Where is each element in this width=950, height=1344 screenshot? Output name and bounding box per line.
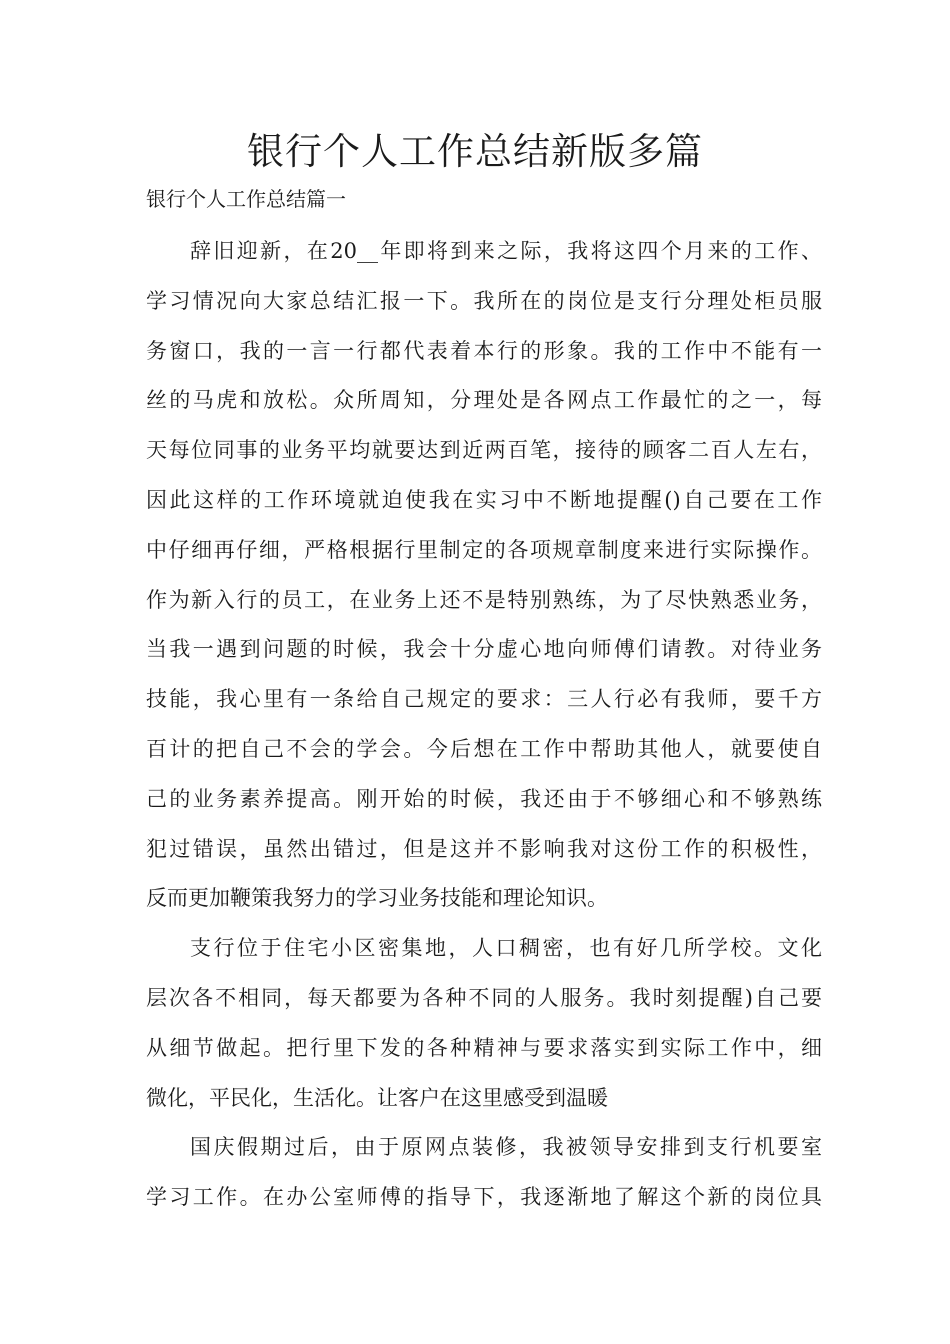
paragraph-line: 百计的把自己不会的学会。今后想在工作中帮助其他人，就要使自 <box>146 736 822 761</box>
paragraph-line: 丝的马虎和放松。众所周知，分理处是各网点工作最忙的之一，每 <box>146 388 822 413</box>
paragraph <box>146 231 822 928</box>
paragraph-line: 微化，平民化，生活化。让客户在这里感受到温暖 <box>146 1085 608 1110</box>
paragraph-line: 层次各不相同，每天都要为各种不同的人服务。我时刻提醒)自己要 <box>146 985 822 1010</box>
paragraph-line: 天每位同事的业务平均就要达到近两百笔，接待的顾客二百人左右， <box>146 438 822 463</box>
paragraph-line: 学习情况向大家总结汇报一下。我所在的岗位是支行分理处柜员服 <box>146 288 822 313</box>
document-body <box>146 231 822 1227</box>
paragraph-line: 作为新入行的员工，在业务上还不是特别熟练，为了尽快熟悉业务， <box>146 587 822 612</box>
paragraph-line: 支行位于住宅小区密集地，人口稠密，也有好几所学校。文化 <box>190 936 822 961</box>
document-title: 银行个人工作总结新版多篇 <box>247 130 703 173</box>
paragraph-line: 务窗口，我的一言一行都代表着本行的形象。我的工作中不能有一 <box>146 338 822 363</box>
paragraph-line: 辞旧迎新，在20__年即将到来之际，我将这四个月来的工作、 <box>190 239 822 263</box>
paragraph-line: 犯过错误，虽然出错过，但是这并不影响我对这份工作的积极性， <box>146 836 822 861</box>
section-heading: 银行个人工作总结篇一 <box>146 187 346 211</box>
paragraph-line: 己的业务素养提高。刚开始的时候，我还由于不够细心和不够熟练 <box>146 786 822 811</box>
paragraph-line: 国庆假期过后，由于原网点装修，我被领导安排到支行机要室 <box>190 1135 822 1160</box>
paragraph-line: 反而更加鞭策我努力的学习业务技能和理论知识。 <box>146 886 608 911</box>
paragraph-line: 当我一遇到问题的时候，我会十分虚心地向师傅们请教。对待业务 <box>146 637 822 662</box>
paragraph-line: 因此这样的工作环境就迫使我在实习中不断地提醒()自己要在工作 <box>146 487 822 512</box>
paragraph <box>146 928 822 1127</box>
paragraph-line: 学习工作。在办公室师傅的指导下，我逐渐地了解这个新的岗位具 <box>146 1185 822 1210</box>
paragraph <box>146 1127 822 1227</box>
paragraph-line: 从细节做起。把行里下发的各种精神与要求落实到实际工作中，细 <box>146 1035 822 1060</box>
paragraph-line: 技能，我心里有一条给自己规定的要求：三人行必有我师，要千方 <box>146 687 822 712</box>
paragraph-line: 中仔细再仔细，严格根据行里制定的各项规章制度来进行实际操作。 <box>146 537 822 562</box>
